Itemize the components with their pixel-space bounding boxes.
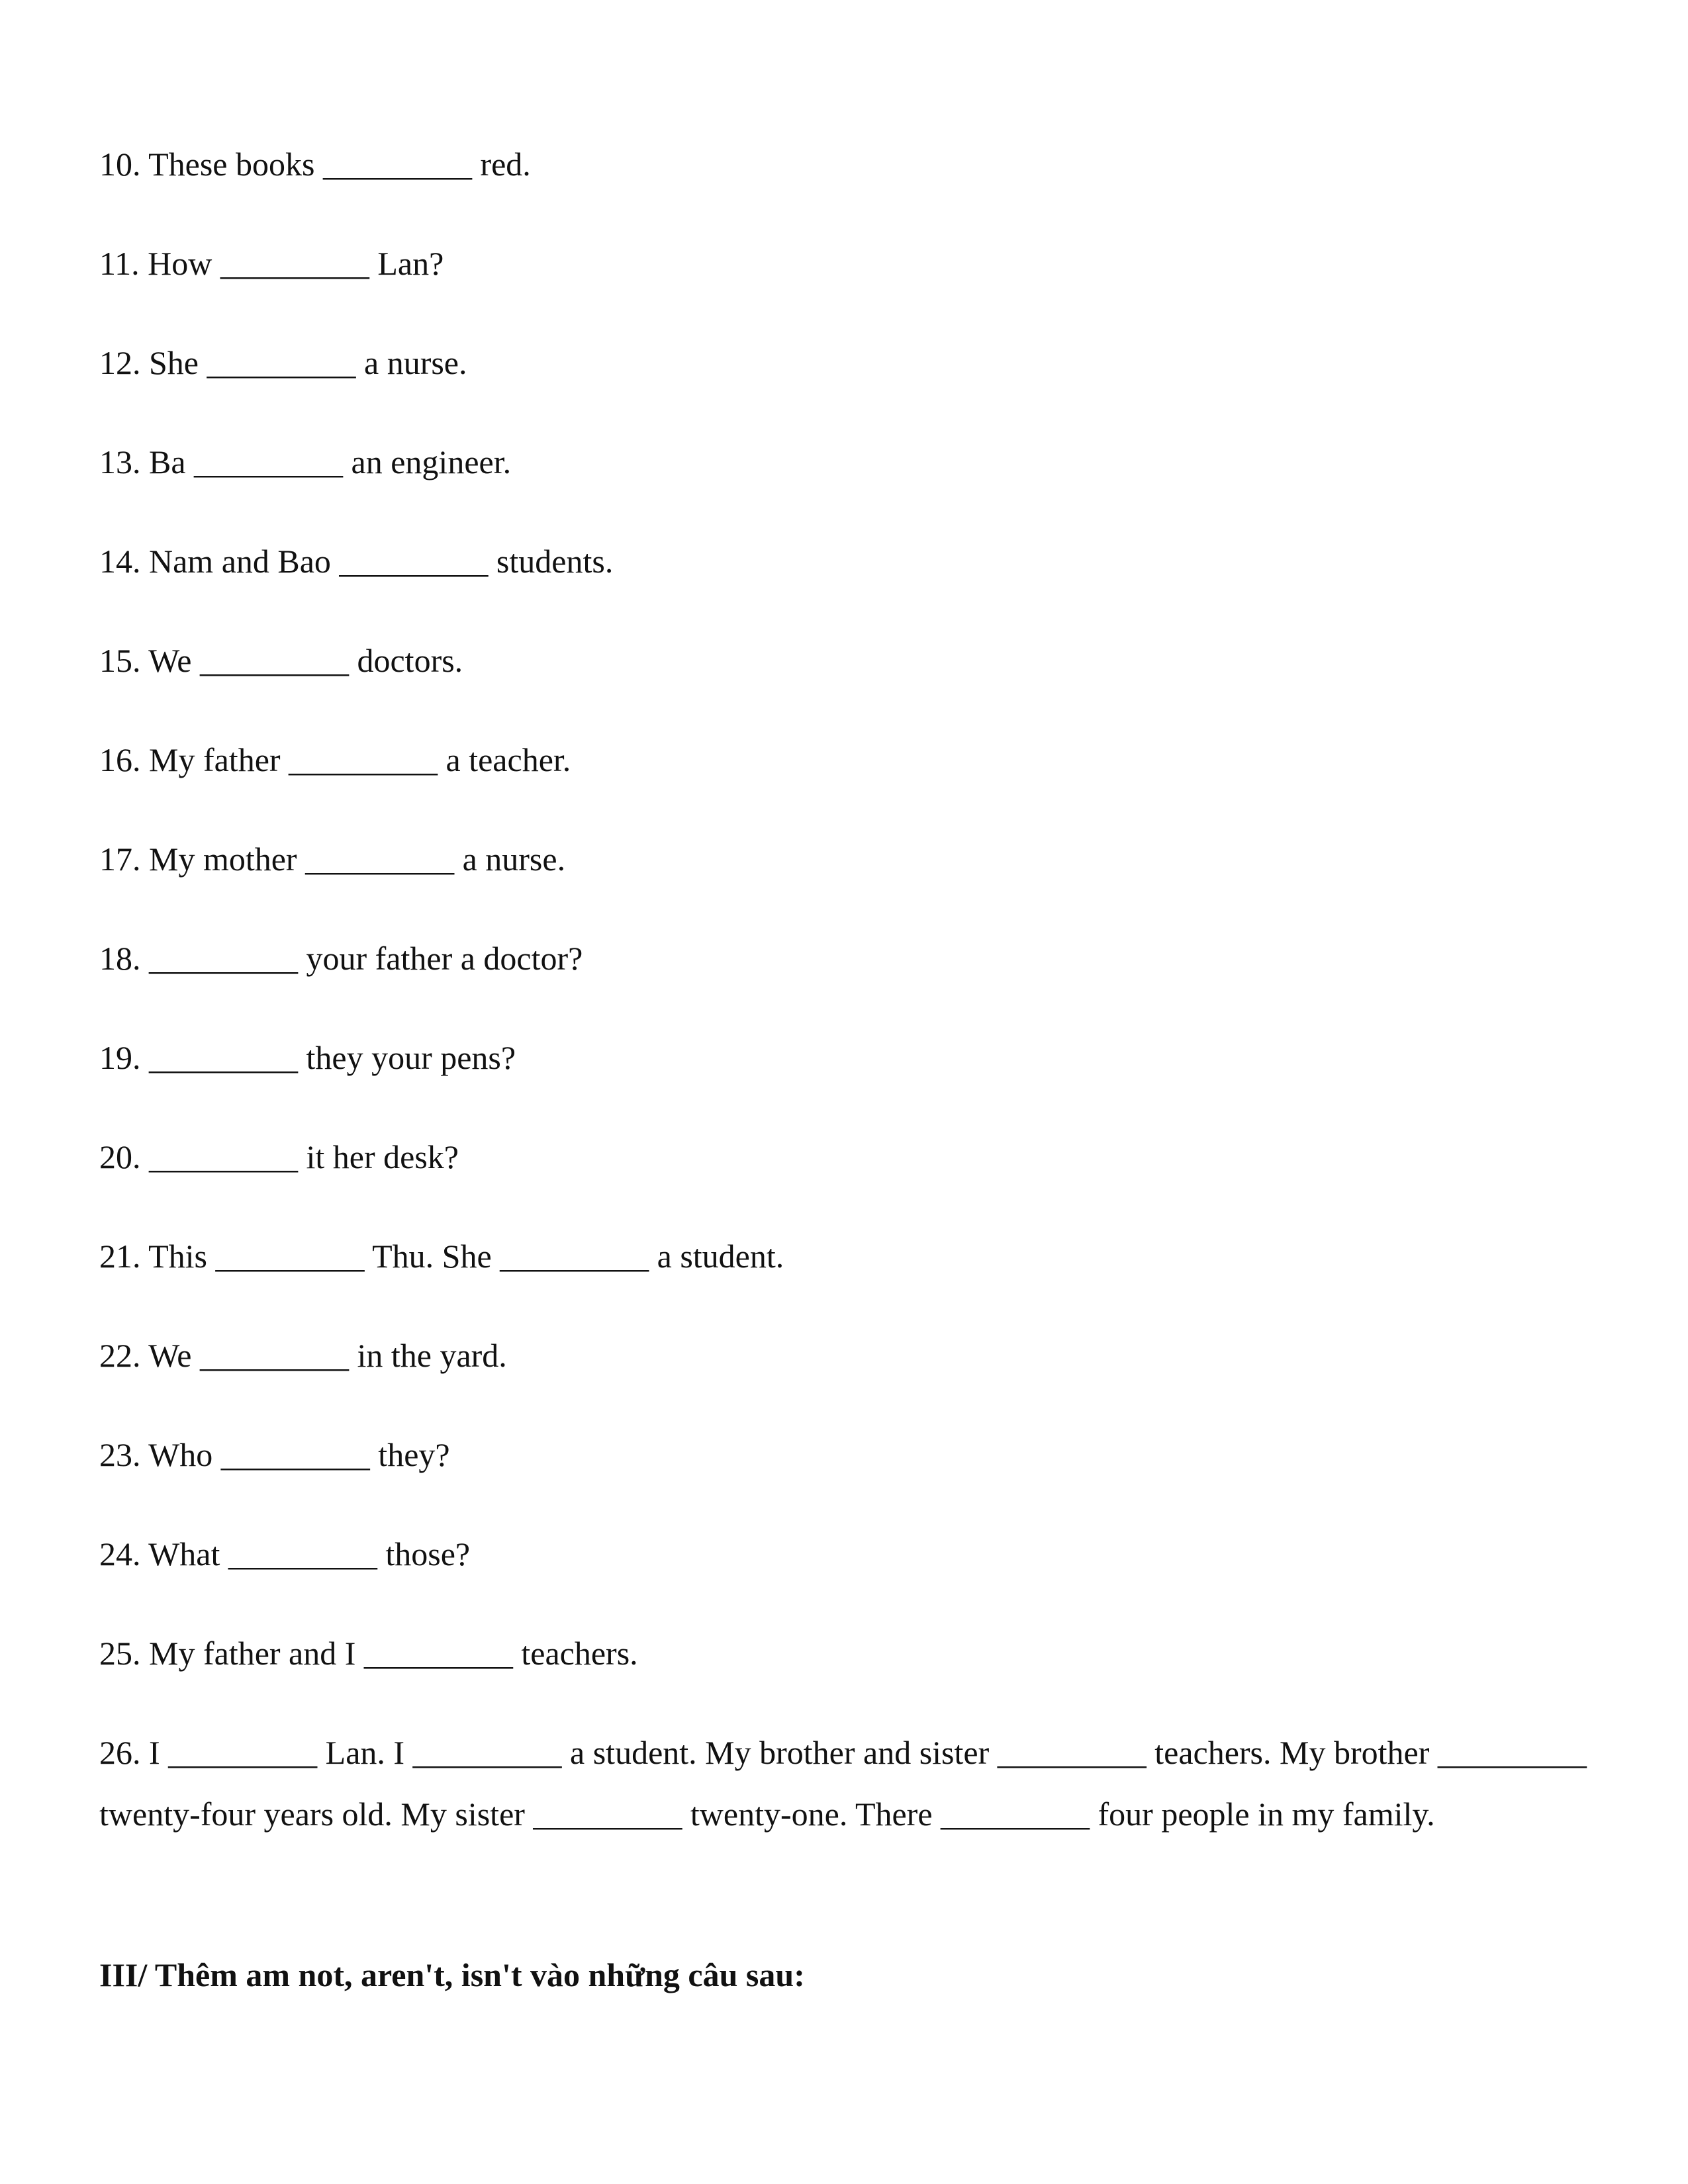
- exercise-number: 23.: [99, 1436, 141, 1473]
- exercise-number: 24.: [99, 1535, 141, 1572]
- exercise-24: [99, 1534, 470, 1574]
- exercise-17: [99, 839, 565, 879]
- exercise-18: [99, 938, 583, 978]
- exercise-text: This _________ Thu. She _________ a student.: [148, 1238, 784, 1275]
- exercise-text: My father and I _________ teachers.: [149, 1635, 638, 1672]
- exercise-20: [99, 1137, 459, 1177]
- exercise-25: [99, 1633, 638, 1673]
- exercise-text: How _________ Lan?: [148, 245, 444, 282]
- exercise-text: _________ they your pens?: [149, 1039, 516, 1076]
- exercise-text: Who _________ they?: [148, 1436, 450, 1473]
- exercise-text: Ba _________ an engineer.: [149, 443, 512, 480]
- exercise-13: [99, 442, 511, 482]
- exercise-text: _________ it her desk?: [149, 1138, 459, 1175]
- exercise-text: I _________ Lan. I _________ a student. My brother and sister _________ teachers. My brother _________ twenty-four years old. My sister _________ twenty-one. There _________ four people in my family.: [99, 1734, 1587, 1833]
- exercise-number: 11.: [99, 245, 140, 282]
- exercise-number: 16.: [99, 741, 141, 778]
- exercise-15: [99, 641, 463, 680]
- exercise-22: [99, 1336, 507, 1375]
- exercise-text: What _________ those?: [148, 1535, 471, 1572]
- exercise-number: 18.: [99, 940, 141, 977]
- exercise-text: We _________ in the yard.: [148, 1337, 507, 1374]
- exercise-23: [99, 1435, 450, 1475]
- exercise-text: Nam and Bao _________ students.: [149, 543, 614, 580]
- exercise-text: My father _________ a teacher.: [149, 741, 571, 778]
- exercise-number: 22.: [99, 1337, 141, 1374]
- exercise-number: 25.: [99, 1635, 141, 1672]
- exercise-14: [99, 541, 613, 581]
- section-heading: III/ Thêm am not, aren't, isn't vào những câu sau:: [99, 1956, 805, 1993]
- exercise-19: [99, 1038, 516, 1077]
- exercise-11: [99, 244, 444, 283]
- exercise-number: 12.: [99, 344, 141, 381]
- exercise-number: 17.: [99, 841, 141, 878]
- exercise-21: [99, 1236, 784, 1276]
- exercise-number: 20.: [99, 1138, 141, 1175]
- exercise-text: _________ your father a doctor?: [149, 940, 583, 977]
- exercise-text: These books _________ red.: [148, 146, 531, 183]
- exercise-number: 19.: [99, 1039, 141, 1076]
- exercise-number: 14.: [99, 543, 141, 580]
- exercise-text: My mother _________ a nurse.: [149, 841, 566, 878]
- exercise-number: 26.: [99, 1734, 141, 1771]
- exercise-text: She _________ a nurse.: [149, 344, 467, 381]
- exercise-number: 13.: [99, 443, 141, 480]
- exercise-number: 15.: [99, 642, 141, 679]
- exercise-26-paragraph: [99, 1722, 1609, 1845]
- exercise-number: 21.: [99, 1238, 141, 1275]
- exercise-16: [99, 740, 571, 780]
- exercise-10: [99, 144, 531, 184]
- exercise-number: 10.: [99, 146, 141, 183]
- exercise-12: [99, 343, 467, 383]
- exercise-text: We _________ doctors.: [148, 642, 463, 679]
